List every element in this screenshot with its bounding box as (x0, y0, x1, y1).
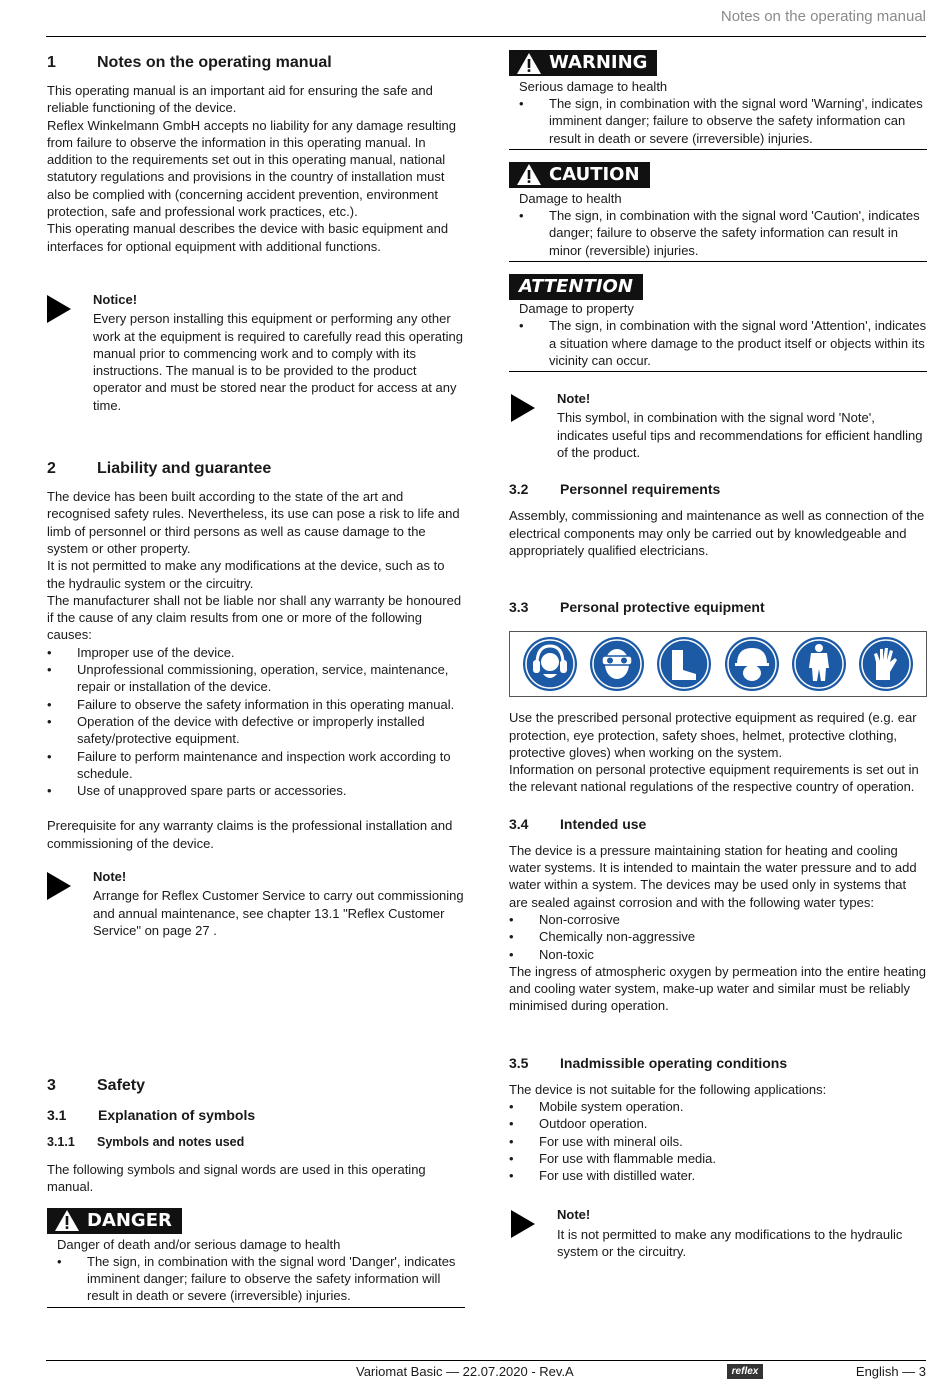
header-rule (46, 36, 926, 37)
note-box (47, 868, 465, 939)
warning-subtitle: Serious damage to health (519, 78, 668, 94)
left-column (47, 50, 465, 1308)
paragraph: The following symbols and signal words are used in this operating manual. (47, 1162, 426, 1195)
list-item: • Outdoor operation. (509, 1115, 927, 1132)
paragraph: Reflex Winkelmann GmbH accepts no liability for any damage resulting from failure to observe the information in this operating manual. In addition to the requirements set out in this operating manual, national statutory regulations and provisions in the country of installation must also be complied with (concerning accident prevention, environment protection, safe and professional work practices, etc.). (47, 117, 456, 220)
footer-page-number: English — 3 (855, 1364, 926, 1379)
section-3-2-heading (509, 479, 927, 499)
list-item: • Failure to observe the safety information in this operating manual. (47, 696, 465, 713)
warning-triangle-icon (517, 53, 541, 74)
notice-text: Every person installing this equipment or performing any other work at the equipment is required to carefully read this operating manual prior to commencing work and to comply with its instructions. The manual is to be provided to the product operator and must be stored near the product for access at any time. (93, 311, 463, 413)
warning-label (509, 50, 657, 76)
section-title: Notes on the operating manual (97, 54, 332, 71)
paragraph: Prerequisite for any warranty claims is the professional installation and commissioning of the device. (47, 818, 453, 851)
section-number: 3.2 (509, 481, 529, 498)
paragraph: The device is a pressure maintaining station for heating and cooling water systems. It is intended to maintain the water pressure and to add water within a system. The devices may be used only in systems that are sealed against corrosion and with the following water types: (509, 842, 917, 910)
reflex-logo: reflex (727, 1364, 763, 1379)
section-1-heading (47, 52, 465, 74)
paragraph: Assembly, commissioning and maintenance as well as connection of the electrical components may only be carried out by knowledgeable and appropriately qualified electricians. (509, 508, 925, 558)
paragraph: This operating manual is an important aid for ensuring the safe and reliable functioning of the device. (47, 83, 433, 116)
list-item: • Operation of the device with defective or improperly installed safety/protective equipment. (47, 713, 465, 748)
note-title: Note! (557, 1207, 591, 1223)
paragraph: The device is not suitable for the following applications: (509, 1081, 827, 1097)
section-title: Personal protective equipment (560, 599, 765, 616)
warning-word: WARNING (549, 52, 648, 74)
footer-doc-info: Variomat Basic — 22.07.2020 - Rev.A (356, 1364, 574, 1379)
note-box (509, 390, 927, 461)
arrow-icon (511, 1206, 557, 1260)
section-3-4-heading (509, 814, 927, 834)
danger-label (47, 1208, 182, 1234)
danger-rule (47, 1307, 465, 1308)
caution-text: • The sign, in combination with the signal word 'Caution', indicates danger; failure to observe the safety information can result in minor (reversible) injuries. (519, 207, 927, 259)
arrow-icon (47, 291, 93, 414)
notice-box (47, 291, 465, 414)
note-text: This symbol, in combination with the signal word 'Note', indicates useful tips and recommendations for efficient handling of the product. (557, 410, 923, 461)
section-number: 3.1 (47, 1107, 67, 1124)
protective-clothing-icon (791, 636, 847, 692)
warning-block (509, 50, 927, 150)
note-text: Arrange for Reflex Customer Service to carry out commissioning and annual maintenance, see chapter 13.1 "Reflex Customer Service" on page 27 . (93, 888, 464, 938)
cause-list (47, 644, 465, 800)
list-item: • Chemically non-aggressive (509, 928, 927, 945)
notice-title: Notice! (93, 291, 138, 307)
list-item: • For use with mineral oils. (509, 1133, 927, 1150)
running-header: Notes on the operating manual (720, 8, 926, 25)
right-column (509, 50, 927, 1260)
warning-triangle-icon (517, 164, 541, 185)
list-item: • Failure to perform maintenance and inspection work according to schedule. (47, 748, 465, 783)
paragraph: The device has been built according to the state of the art and recognised safety rules. Nevertheless, its use can pose a risk to life and limb of personnel or third persons as well as cause damage to the system or other property. (47, 489, 460, 556)
list-item: • For use with flammable media. (509, 1150, 927, 1167)
protective-gloves-icon (858, 636, 914, 692)
warning-triangle-icon (55, 1210, 79, 1231)
note-box (509, 1206, 927, 1260)
section-number: 3.5 (509, 1054, 529, 1071)
paragraph: This operating manual describes the device with basic equipment and interfaces for optional equipment with additional functions. (47, 221, 449, 254)
section-title: Liability and guarantee (97, 460, 272, 478)
section-3-1-1-heading (47, 1133, 465, 1151)
paragraph: It is not permitted to make any modifications at the device, such as to the hydraulic system or the circuitry. (47, 558, 445, 591)
caution-label (509, 162, 650, 188)
list-item: • Non-toxic (509, 946, 927, 963)
list-item: • Unprofessional commissioning, operation, service, maintenance, repair or installation of the device. (47, 661, 465, 696)
helmet-icon (724, 636, 780, 692)
section-title: Safety (97, 1077, 146, 1095)
danger-block (47, 1208, 465, 1308)
danger-subtitle: Danger of death and/or serious damage to health (57, 1236, 341, 1252)
list-item: • For use with distilled water. (509, 1167, 927, 1184)
eye-protection-icon (589, 636, 645, 692)
section-3-1-heading (47, 1105, 465, 1125)
list-item: • Non-corrosive (509, 911, 927, 928)
safety-shoes-icon (656, 636, 712, 692)
note-title: Note! (93, 868, 127, 884)
inadmissible-list (509, 1098, 927, 1184)
section-title: Personnel requirements (560, 481, 721, 498)
caution-block (509, 162, 927, 262)
note-title: Note! (557, 391, 591, 407)
ppe-icon-strip (509, 631, 927, 697)
section-number: 3 (47, 1077, 56, 1095)
section-number: 3.3 (509, 599, 529, 616)
danger-word: DANGER (87, 1210, 172, 1232)
caution-word: CAUTION (549, 164, 640, 186)
ear-protection-icon (522, 636, 578, 692)
list-item: • Mobile system operation. (509, 1098, 927, 1115)
section-title: Explanation of symbols (98, 1107, 256, 1124)
section-title: Intended use (560, 815, 647, 832)
section-3-5-heading (509, 1053, 927, 1073)
attention-subtitle: Damage to property (519, 300, 634, 316)
note-text: It is not permitted to make any modifications to the hydraulic system or the circuitry. (557, 1226, 903, 1260)
section-3-3-heading (509, 597, 927, 617)
paragraph: Use the prescribed personal protective equipment as required (e.g. ear protection, eye protection, safety shoes, helmet, protective clothing, protective gloves) when working on the system. (509, 710, 917, 760)
section-2-heading (47, 458, 465, 480)
paragraph: The manufacturer shall not be liable nor shall any warranty be honoured if the cause of any claim results from one or more of the following causes: (47, 592, 462, 643)
section-3-heading (47, 1075, 465, 1097)
arrow-icon (47, 868, 93, 939)
list-item: • Use of unapproved spare parts or accessories. (47, 782, 465, 799)
danger-text: • The sign, in combination with the signal word 'Danger', indicates imminent danger; failure to observe the safety information will result in death or severe (irreversible) injuries. (57, 1253, 465, 1305)
paragraph: Information on personal protective equipment requirements is set out in the relevant national regulations of the respective country of operation. (509, 762, 919, 795)
attention-text: • The sign, in combination with the signal word 'Attention', indicates a situation where damage to the product itself or objects within its vicinity can occur. (519, 317, 927, 369)
attention-word: ATTENTION (519, 276, 633, 298)
list-item: • Improper use of the device. (47, 644, 465, 661)
section-title: Symbols and notes used (97, 1135, 245, 1150)
section-number: 1 (47, 54, 56, 71)
caution-subtitle: Damage to health (519, 190, 622, 206)
arrow-icon (511, 390, 557, 461)
section-title: Inadmissible operating conditions (560, 1054, 788, 1071)
attention-block (509, 274, 927, 372)
footer-rule (46, 1360, 926, 1361)
section-number: 3.4 (509, 815, 529, 832)
water-types-list (509, 911, 927, 963)
paragraph: The ingress of atmospheric oxygen by permeation into the entire heating and cooling water system, make-up water and similar must be reliably minimised during operation. (509, 963, 926, 1014)
section-number: 2 (47, 460, 56, 478)
warning-text: • The sign, in combination with the signal word 'Warning', indicates imminent danger; failure to observe the safety information can result in death or severe (irreversible) injuries. (519, 95, 927, 147)
section-number: 3.1.1 (47, 1135, 75, 1150)
attention-label (509, 274, 643, 300)
